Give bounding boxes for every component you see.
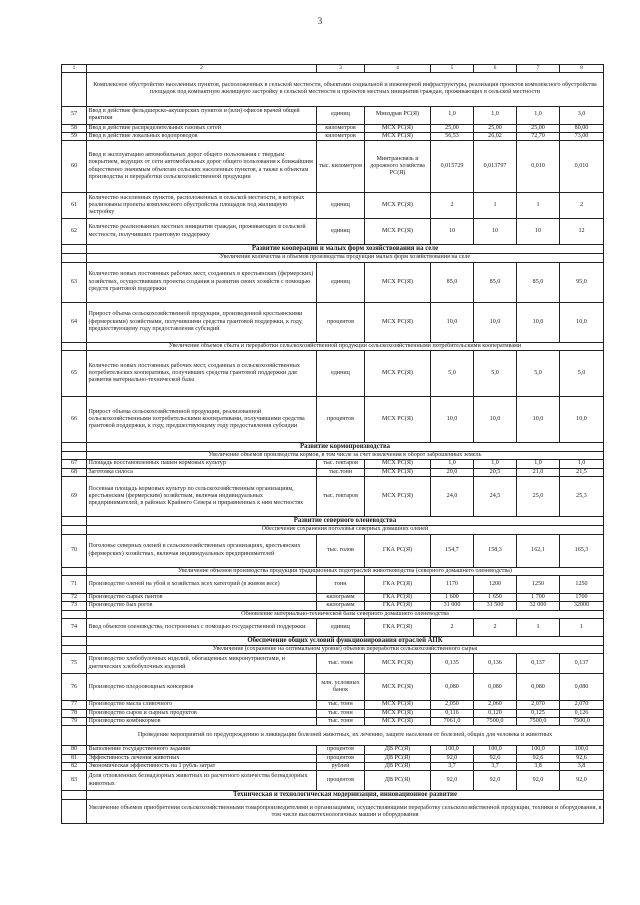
row-number: 65	[62, 351, 87, 397]
table-row	[62, 618, 604, 636]
section-title: Развитие северного оленеводства	[87, 517, 604, 526]
value-2022: 0,010	[517, 141, 560, 193]
value-2022: 10	[517, 219, 560, 245]
unit: тыс. тонн	[317, 701, 365, 709]
empty-cell	[62, 72, 87, 106]
value-2023: 5,0	[560, 351, 604, 397]
subsection-title: Увеличение объемов производства кормов, в том числе за счет вовлечения в оборот заброшенных земель	[87, 452, 604, 460]
indicator-name: Ввод объектов оленеводства, построенных с помощью государственной поддержки	[87, 618, 317, 636]
column-number: 7	[517, 65, 560, 73]
indicator-name: Производство оленей на убой в хозяйствах всех категорий (в живом весе)	[87, 575, 317, 593]
responsible: МСХ РС(Я)	[365, 397, 431, 443]
value-2021: 1200	[474, 575, 517, 593]
value-2022: 162,1	[517, 534, 560, 567]
value-2022: 25,0	[517, 477, 560, 517]
value-2020: 0,015729	[431, 141, 474, 193]
value-2023: 25,3	[560, 477, 604, 517]
value-2022: 92,6	[517, 754, 560, 762]
indicator-name: Производство плодоовощных консервов	[87, 674, 317, 701]
indicators-table	[61, 64, 604, 824]
unit: тыс. гектаров	[317, 477, 365, 517]
value-2022: 10,0	[517, 397, 560, 443]
empty-cell	[62, 526, 87, 534]
row-number: 71	[62, 575, 87, 593]
value-2023: 1700	[560, 593, 604, 601]
value-2020: 1170	[431, 575, 474, 593]
unit: килограмм	[317, 593, 365, 601]
value-2020: 31 000	[431, 602, 474, 610]
value-2020: 2	[431, 193, 474, 219]
value-2022: 72,70	[517, 132, 560, 140]
value-2022: 92,0	[517, 771, 560, 791]
subsection-heading-row	[62, 342, 604, 350]
responsible: ГКА РС(Я)	[365, 618, 431, 636]
row-number: 69	[62, 477, 87, 517]
table-row	[62, 460, 604, 468]
value-2020: 7061,0	[431, 717, 474, 725]
value-2022: 32 000	[517, 602, 560, 610]
section-heading-row	[62, 517, 604, 526]
value-2023: 10,0	[560, 302, 604, 342]
empty-cell	[62, 443, 87, 452]
responsible: Минтрансвязь и дорожного хозяйства РС(Я)	[365, 141, 431, 193]
value-2023: 165,3	[560, 534, 604, 567]
value-2023: 1	[560, 618, 604, 636]
value-2022: 10,0	[517, 302, 560, 342]
column-number: 4	[365, 65, 431, 73]
table-row	[62, 477, 604, 517]
value-2020: 5,0	[431, 351, 474, 397]
unit: тыс. гектаров	[317, 460, 365, 468]
table-row	[62, 701, 604, 709]
empty-cell	[62, 645, 87, 653]
indicator-name: Ввод в эксплуатацию автомобильных дорог общего пользования с твердым покрытием, ведущих от сети автомобильных дорог общего пользования к ближайшим общественно значимым объектам сельских населенных пунктов, а также к объектам производства и переработки сельскохозяйственной продукции	[87, 141, 317, 193]
table-row	[62, 593, 604, 601]
responsible: МСХ РС(Я)	[365, 132, 431, 140]
table-row	[62, 193, 604, 219]
responsible: МСХ РС(Я)	[365, 193, 431, 219]
responsible: ГКА РС(Я)	[365, 575, 431, 593]
empty-cell	[62, 791, 87, 800]
row-number: 60	[62, 141, 87, 193]
note-text: Комплексное обустройство населенных пунктов, расположенных в сельской местности, объектами социальной и инженерной инфраструктуры, реализация проектов комплексного обустройства площадок под компактную жилищную застройку в сельской местности и проектов местных инициатив граждан, проживающих в сельской местности	[87, 72, 604, 106]
value-2020: 92,0	[431, 771, 474, 791]
unit: единиц	[317, 618, 365, 636]
table-row	[62, 106, 604, 124]
row-number: 77	[62, 701, 87, 709]
section-title: Техническая и технологическая модернизация, инновационное развитие	[87, 791, 604, 800]
value-2023: 73,00	[560, 132, 604, 140]
responsible: МСХ РС(Я)	[365, 717, 431, 725]
indicator-name: Количество населенных пунктов, расположенных в сельской местности, в которых реализованы проекты комплексного обустройства площадок под жилищную застройку	[87, 193, 317, 219]
column-number: 3	[317, 65, 365, 73]
value-2021: 26,02	[474, 132, 517, 140]
value-2020: 2,050	[431, 701, 474, 709]
value-2021: 3,7	[474, 762, 517, 770]
indicator-name: Заготовка силоса	[87, 468, 317, 476]
note-text: Проведение мероприятий по предупреждению и ликвидации болезней животных, их лечению, защите населения от болезней, общих для человека и животных	[87, 726, 604, 746]
table-row	[62, 602, 604, 610]
responsible: МСХ РС(Я)	[365, 262, 431, 302]
table-row	[62, 575, 604, 593]
table-row	[62, 262, 604, 302]
unit: млн. условных банок	[317, 674, 365, 701]
table-row	[62, 397, 604, 443]
responsible: МСХ РС(Я)	[365, 219, 431, 245]
empty-cell	[62, 254, 87, 262]
indicator-name: Производство комбикормов	[87, 717, 317, 725]
value-2020: 10,0	[431, 397, 474, 443]
section-heading-row	[62, 443, 604, 452]
unit: процентов	[317, 746, 365, 754]
responsible: ГКА РС(Я)	[365, 602, 431, 610]
column-number: 6	[474, 65, 517, 73]
unit: километров	[317, 124, 365, 132]
value-2023: 32000	[560, 602, 604, 610]
section-heading-row	[62, 636, 604, 645]
subsection-heading-row	[62, 645, 604, 653]
value-2020: 85,0	[431, 262, 474, 302]
subsection-heading-row	[62, 567, 604, 575]
value-2021: 92,0	[474, 771, 517, 791]
row-number: 68	[62, 468, 87, 476]
value-2023: 95,0	[560, 262, 604, 302]
unit: тыс. голов	[317, 534, 365, 567]
table-row	[62, 468, 604, 476]
row-number: 57	[62, 106, 87, 124]
row-number: 73	[62, 602, 87, 610]
indicator-name: Количество новых постоянных рабочих мест, созданных в сельскохозяйственных потребительских кооперативах, получивших средства грантовой поддержки для развития материально-технической базы	[87, 351, 317, 397]
value-2023: 2,070	[560, 701, 604, 709]
indicator-name: Ввод в действие фельдшерско-акушерских пунктов и (или) офисов врачей общей практики	[87, 106, 317, 124]
value-2023: 21,5	[560, 468, 604, 476]
value-2022: 1,0	[517, 106, 560, 124]
indicator-name: Ввод в действие локальных водопроводов	[87, 132, 317, 140]
value-2023: 80,00	[560, 124, 604, 132]
empty-cell	[62, 726, 87, 746]
value-2021: 10	[474, 219, 517, 245]
value-2023: 0,080	[560, 674, 604, 701]
indicator-name: Количество новых постоянных рабочих мест, созданных в крестьянских (фермерских) хозяйствах, осуществивших проекты создания и развития своих хозяйств с помощью средств грантовой поддержки	[87, 262, 317, 302]
value-2022: 0,137	[517, 654, 560, 674]
table-row	[62, 746, 604, 754]
value-2022: 5,0	[517, 351, 560, 397]
row-number: 58	[62, 124, 87, 132]
subsection-heading-row	[62, 610, 604, 618]
responsible: ГКА РС(Я)	[365, 593, 431, 601]
value-2020: 2	[431, 618, 474, 636]
responsible: МСХ РС(Я)	[365, 351, 431, 397]
row-number: 75	[62, 654, 87, 674]
subsection-title: Обновление материально-технической базы северного домашнего оленеводства	[87, 610, 604, 618]
indicator-name: Поголовье северных оленей в сельскохозяйственных организациях, крестьянских (фермерских) хозяйствах, включая индивидуальных предпринимателей	[87, 534, 317, 567]
value-2023: 100,0	[560, 746, 604, 754]
value-2023: 12	[560, 219, 604, 245]
value-2023: 3,8	[560, 762, 604, 770]
unit: километров	[317, 132, 365, 140]
value-2021: 0,013797	[474, 141, 517, 193]
value-2022: 1	[517, 193, 560, 219]
empty-cell	[62, 800, 87, 824]
indicator-name: Доля отловленных безнадзорных животных из расчетного количества безнадзорных животных	[87, 771, 317, 791]
table-row	[62, 302, 604, 342]
value-2020: 20,0	[431, 468, 474, 476]
subsection-heading-row	[62, 452, 604, 460]
table-row	[62, 762, 604, 770]
responsible: МСХ РС(Я)	[365, 302, 431, 342]
value-2021: 0,120	[474, 709, 517, 717]
row-number: 64	[62, 302, 87, 342]
value-2022: 0,125	[517, 709, 560, 717]
value-2023: 3,0	[560, 106, 604, 124]
row-number: 81	[62, 754, 87, 762]
value-2021: 31 500	[474, 602, 517, 610]
value-2020: 56,53	[431, 132, 474, 140]
responsible: ДВ РС(Я)	[365, 762, 431, 770]
value-2021: 85,0	[474, 262, 517, 302]
column-number: 5	[431, 65, 474, 73]
unit: единиц	[317, 351, 365, 397]
value-2021: 7500,0	[474, 717, 517, 725]
table-row	[62, 709, 604, 717]
table-row	[62, 351, 604, 397]
unit: тонн	[317, 575, 365, 593]
unit: рублей	[317, 762, 365, 770]
indicator-name: Выполнение государственного задания	[87, 746, 317, 754]
table-row	[62, 141, 604, 193]
value-2020: 25,00	[431, 124, 474, 132]
empty-cell	[62, 245, 87, 254]
value-2023: 2	[560, 193, 604, 219]
value-2021: 100,0	[474, 746, 517, 754]
note-text: Увеличение объемов приобретения сельскохозяйственными товаропроизводителями и организациями, осуществляющими переработку сельскохозяйственной продукции, техники и оборудования, в том числе высокотехнологичных машин и оборудования	[87, 800, 604, 824]
section-title: Развитие кооперации и малых форм хозяйствования на селе	[87, 245, 604, 254]
column-number: 8	[560, 65, 604, 73]
row-number: 82	[62, 762, 87, 770]
value-2022: 7500,0	[517, 717, 560, 725]
indicator-name: Количество реализованных местных инициатив граждан, проживающих в сельской местности, получивших грантовую поддержку	[87, 219, 317, 245]
subsection-title: Увеличение (сохранение на оптимальном уровне) объемов переработки сельскохозяйственного сырья	[87, 645, 604, 653]
responsible: ГКА РС(Я)	[365, 534, 431, 567]
row-number: 62	[62, 219, 87, 245]
value-2023: 10,0	[560, 397, 604, 443]
value-2021: 2,060	[474, 701, 517, 709]
table-row	[62, 717, 604, 725]
row-number: 67	[62, 460, 87, 468]
table-row	[62, 754, 604, 762]
value-2022: 85,0	[517, 262, 560, 302]
responsible: МСХ РС(Я)	[365, 477, 431, 517]
value-2021: 1,0	[474, 106, 517, 124]
value-2021: 92,6	[474, 754, 517, 762]
value-2021: 1 650	[474, 593, 517, 601]
value-2020: 0,080	[431, 674, 474, 701]
section-heading-row	[62, 791, 604, 800]
value-2020: 10,0	[431, 302, 474, 342]
row-number: 61	[62, 193, 87, 219]
value-2021: 158,3	[474, 534, 517, 567]
value-2022: 1 700	[517, 593, 560, 601]
empty-cell	[62, 517, 87, 526]
value-2022: 2,070	[517, 701, 560, 709]
row-number: 83	[62, 771, 87, 791]
unit: тыс. тонн	[317, 709, 365, 717]
unit: процентов	[317, 397, 365, 443]
row-number: 72	[62, 593, 87, 601]
indicator-name: Производство масла сливочного	[87, 701, 317, 709]
value-2021: 1,0	[474, 460, 517, 468]
value-2021: 5,0	[474, 351, 517, 397]
value-2021: 24,5	[474, 477, 517, 517]
subsection-title: Увеличение объемов сбыта и переработки сельскохозяйственной продукции сельскохозяйственными потребительскими кооперативами	[87, 342, 604, 350]
responsible: ДВ РС(Я)	[365, 771, 431, 791]
responsible: ДВ РС(Я)	[365, 754, 431, 762]
subsection-title: Обеспечение сохранения поголовья северных домашних оленей	[87, 526, 604, 534]
table-row	[62, 219, 604, 245]
column-number: 1	[62, 65, 87, 73]
unit: единиц	[317, 262, 365, 302]
row-number: 79	[62, 717, 87, 725]
note-row	[62, 800, 604, 824]
empty-cell	[62, 452, 87, 460]
row-number: 74	[62, 618, 87, 636]
row-number: 59	[62, 132, 87, 140]
value-2020: 10	[431, 219, 474, 245]
row-number: 76	[62, 674, 87, 701]
unit: процентов	[317, 771, 365, 791]
subsection-title: Увеличение количества и объемов производства продукции малых форм хозяйствования на селе	[87, 254, 604, 262]
responsible: МСХ РС(Я)	[365, 654, 431, 674]
value-2022: 1250	[517, 575, 560, 593]
indicator-name: Экономическая эффективность на 1 рубль затрат	[87, 762, 317, 770]
value-2021: 10,0	[474, 397, 517, 443]
unit: тыс. тонн	[317, 654, 365, 674]
value-2022: 25,00	[517, 124, 560, 132]
value-2022: 100,0	[517, 746, 560, 754]
unit: килограмм	[317, 602, 365, 610]
indicator-name: Производство сырых пантов	[87, 593, 317, 601]
table-row	[62, 124, 604, 132]
empty-cell	[62, 342, 87, 350]
row-number: 70	[62, 534, 87, 567]
value-2022: 1,0	[517, 460, 560, 468]
value-2021: 20,5	[474, 468, 517, 476]
section-heading-row	[62, 245, 604, 254]
value-2022: 0,080	[517, 674, 560, 701]
note-row	[62, 726, 604, 746]
value-2020: 0,116	[431, 709, 474, 717]
section-title: Развитие кормопроизводства	[87, 443, 604, 452]
unit: единиц	[317, 193, 365, 219]
value-2020: 24,0	[431, 477, 474, 517]
value-2021: 0,136	[474, 654, 517, 674]
table-row	[62, 132, 604, 140]
indicator-name: Эффективность лечения животных	[87, 754, 317, 762]
value-2020: 92,0	[431, 754, 474, 762]
value-2022: 1	[517, 618, 560, 636]
row-number: 80	[62, 746, 87, 754]
table-row	[62, 654, 604, 674]
section-title: Обеспечение общих условий функционирования отраслей АПК	[87, 636, 604, 645]
note-row	[62, 72, 604, 106]
responsible: ДВ РС(Я)	[365, 746, 431, 754]
table-header-row	[62, 65, 604, 73]
responsible: МСХ РС(Я)	[365, 460, 431, 468]
unit: тыс.тонн	[317, 468, 365, 476]
value-2023: 92,0	[560, 771, 604, 791]
responsible: МСХ РС(Я)	[365, 468, 431, 476]
value-2020: 100,0	[431, 746, 474, 754]
unit: единиц	[317, 106, 365, 124]
empty-cell	[62, 636, 87, 645]
value-2020: 1 600	[431, 593, 474, 601]
value-2022: 3,8	[517, 762, 560, 770]
value-2020: 1,0	[431, 460, 474, 468]
value-2020: 1,0	[431, 106, 474, 124]
unit: процентов	[317, 754, 365, 762]
page-number: 3	[317, 16, 323, 26]
table-row	[62, 674, 604, 701]
responsible: МСХ РС(Я)	[365, 674, 431, 701]
unit: процентов	[317, 302, 365, 342]
unit: единиц	[317, 219, 365, 245]
indicator-name: Прирост объема сельскохозяйственной продукции, произведенной крестьянскими (фермерскими) хозяйствами, получившими средства грантовой поддержки, к году, предшествующему году предоставления субсидий	[87, 302, 317, 342]
row-number: 63	[62, 262, 87, 302]
value-2023: 92,6	[560, 754, 604, 762]
value-2020: 3,7	[431, 762, 474, 770]
value-2023: 1250	[560, 575, 604, 593]
value-2021: 10,0	[474, 302, 517, 342]
table-row	[62, 534, 604, 567]
value-2020: 154,7	[431, 534, 474, 567]
unit: тыс. тонн	[317, 717, 365, 725]
unit: тыс. километров	[317, 141, 365, 193]
responsible: МСХ РС(Я)	[365, 709, 431, 717]
indicator-name: Посевная площадь кормовых культур по сельскохозяйственным организациям, крестьянским (фермерским) хозяйствам, включая индивидуальных предпринимателей, в районах Крайнего Севера и приравненных к ним местностях	[87, 477, 317, 517]
empty-cell	[62, 567, 87, 575]
value-2020: 0,135	[431, 654, 474, 674]
row-number: 78	[62, 709, 87, 717]
value-2023: 7500,0	[560, 717, 604, 725]
value-2023: 1,0	[560, 460, 604, 468]
row-number: 66	[62, 397, 87, 443]
indicator-name: Прирост объема сельскохозяйственной продукции, реализованной сельскохозяйственными потребительскими кооперативами, получившими средства грантовой поддержки, к году, предшествующему году предоставления субсидии	[87, 397, 317, 443]
value-2023: 0,126	[560, 709, 604, 717]
indicator-name: Производство хлебобулочных изделий, обогащенных микронутриентами, и диетических хлебобулочных изделий	[87, 654, 317, 674]
table-row	[62, 771, 604, 791]
subsection-heading-row	[62, 526, 604, 534]
indicator-name: Ввод в действие распределительных газовых сетей	[87, 124, 317, 132]
empty-cell	[62, 610, 87, 618]
value-2021: 0,080	[474, 674, 517, 701]
responsible: МСХ РС(Я)	[365, 124, 431, 132]
value-2022: 21,0	[517, 468, 560, 476]
value-2023: 0,010	[560, 141, 604, 193]
indicator-name: Производство бых рогов	[87, 602, 317, 610]
subsection-title: Увеличение объемов производства продукции традиционных подотраслей животноводства (северного домашнего оленеводства)	[87, 567, 604, 575]
indicator-name: Площадь восстановленных пашен кормовых культур	[87, 460, 317, 468]
responsible: Минздрав РС(Я)	[365, 106, 431, 124]
value-2021: 25,00	[474, 124, 517, 132]
subsection-heading-row	[62, 254, 604, 262]
column-number: 2	[87, 65, 317, 73]
value-2021: 2	[474, 618, 517, 636]
value-2021: 1	[474, 193, 517, 219]
indicator-name: Производство сыров и сырных продуктов	[87, 709, 317, 717]
responsible: МСХ РС(Я)	[365, 701, 431, 709]
value-2023: 0,137	[560, 654, 604, 674]
